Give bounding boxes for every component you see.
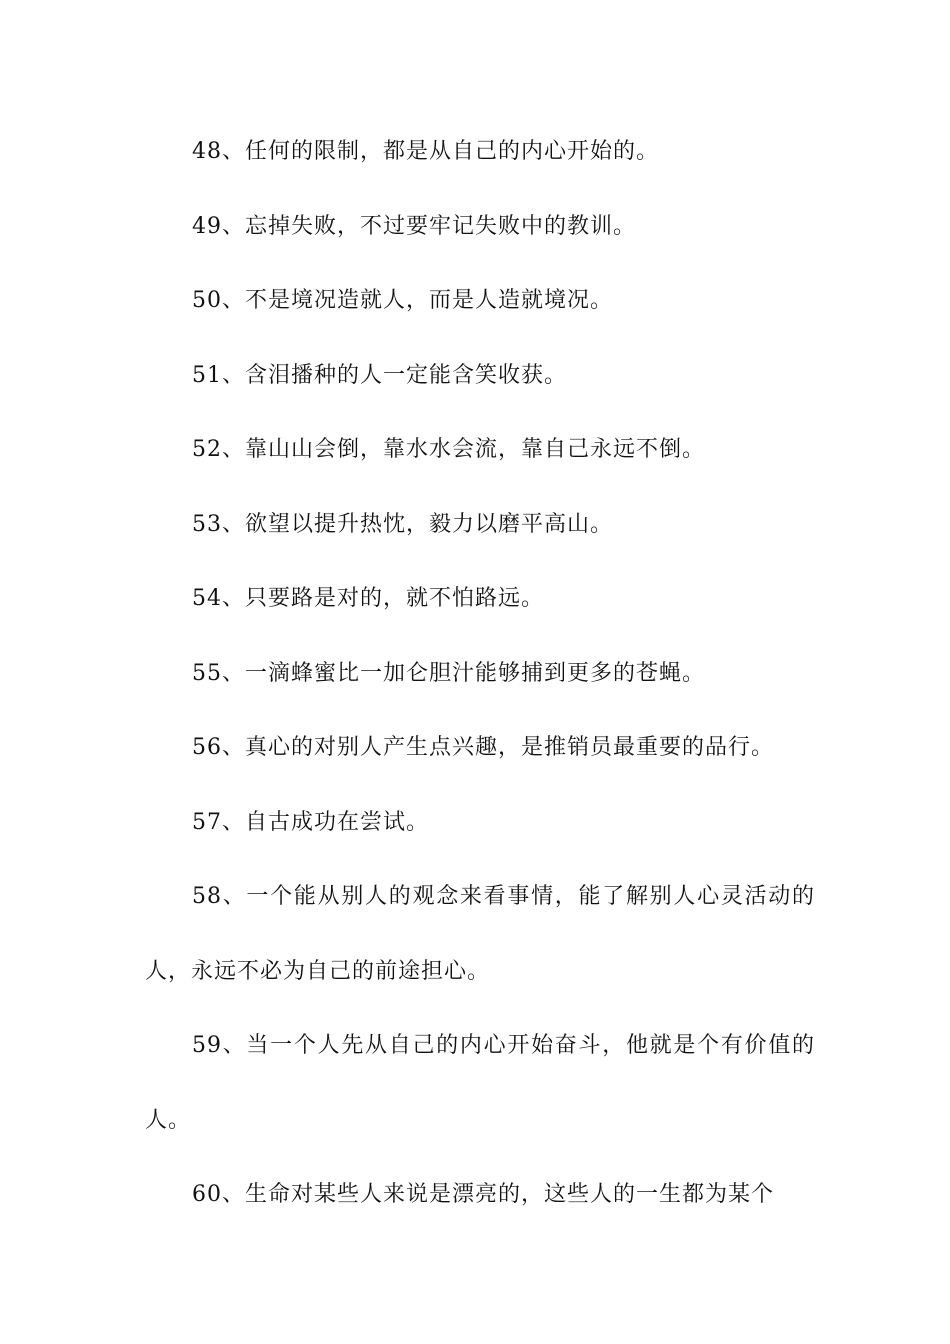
quote-item-53: 53、欲望以提升热忱，毅力以磨平高山。 xyxy=(192,511,613,537)
quote-item-52: 52、靠山山会倒，靠水水会流，靠自己永远不倒。 xyxy=(192,437,705,462)
quote-item-56: 56、真心的对别人产生点兴趣，是推销员最重要的品行。 xyxy=(192,735,774,760)
quote-item-59: 59、当一个人先从自己的内心开始奋斗，他就是个有价值的人。 xyxy=(145,1033,815,1133)
quote-item-50: 50、不是境况造就人，而是人造就境况。 xyxy=(192,288,613,313)
quote-item-57: 57、自古成功在尝试。 xyxy=(192,809,429,835)
quote-list xyxy=(145,115,815,1233)
quote-item-54: 54、只要路是对的，就不怕路远。 xyxy=(192,586,544,611)
quote-item-60: 60、生命对某些人来说是漂亮的，这些人的一生都为某个 xyxy=(192,1182,774,1207)
quote-item-49: 49、忘掉失败，不过要牢记失败中的教训。 xyxy=(192,213,636,239)
quote-item-51: 51、含泪播种的人一定能含笑收获。 xyxy=(192,362,567,388)
quote-item-48: 48、任何的限制，都是从自己的内心开始的。 xyxy=(192,139,659,164)
quote-item-55: 55、一滴蜂蜜比一加仑胆汁能够捕到更多的苍蝇。 xyxy=(192,660,705,686)
quote-item-58: 58、一个能从别人的观念来看事情，能了解别人心灵活动的人，永远不必为自己的前途担心。 xyxy=(145,884,815,984)
